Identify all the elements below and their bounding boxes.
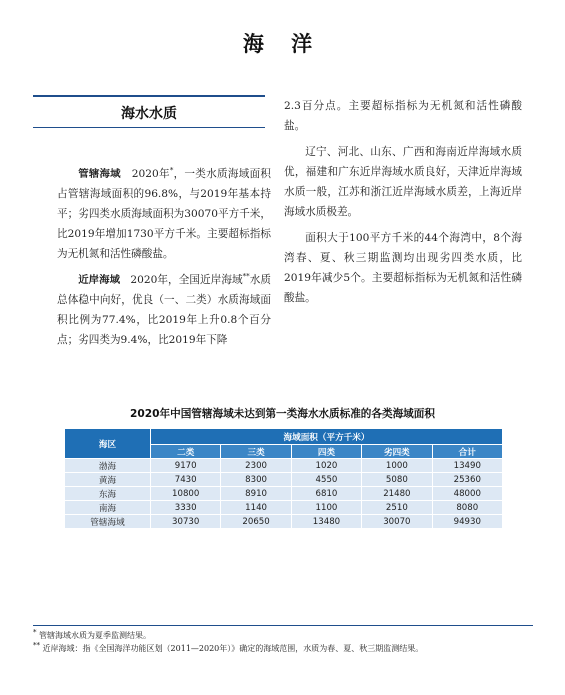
section-heading: 海水水质: [121, 106, 177, 122]
value-cell: 6810: [291, 487, 361, 501]
value-cell: 1000: [362, 459, 432, 473]
value-cell: 1100: [291, 501, 361, 515]
value-cell: 8080: [432, 501, 502, 515]
value-cell: 3330: [151, 501, 221, 515]
value-cell: 48000: [432, 487, 502, 501]
paragraph-text: 2020年，全国近岸海域: [130, 274, 243, 286]
left-column: [57, 164, 271, 350]
table-row: [65, 501, 503, 515]
area-group-header: 海域面积（平方千米）: [151, 429, 503, 445]
table-row: [65, 459, 503, 473]
footnote-mark: *: [169, 166, 174, 175]
footnote-text: 管辖海域水质为夏季监测结果。: [39, 631, 152, 640]
value-cell: 8910: [221, 487, 291, 501]
value-cell: 13490: [432, 459, 502, 473]
column-header: 三类: [221, 445, 291, 459]
value-cell: 7430: [151, 473, 221, 487]
sea-area-table: [64, 428, 503, 529]
right-column: [284, 96, 522, 308]
paragraph-lead: 管辖海域: [78, 168, 121, 180]
value-cell: 13480: [291, 515, 361, 529]
paragraph-nearshore: [57, 270, 271, 350]
value-cell: 4550: [291, 473, 361, 487]
paragraph-continued: 2.3百分点。主要超标指标为无机氮和活性磷酸盐。: [284, 100, 522, 132]
table-row: [65, 487, 503, 501]
section-rule-bottom: [33, 127, 265, 128]
region-cell: 管辖海域: [65, 515, 151, 529]
column-header: 合计: [432, 445, 502, 459]
footnote-mark: **: [33, 641, 40, 650]
value-cell: 9170: [151, 459, 221, 473]
value-cell: 5080: [362, 473, 432, 487]
section-rule-top: [33, 95, 265, 97]
region-cell: 南海: [65, 501, 151, 515]
value-cell: 1140: [221, 501, 291, 515]
table-row: [65, 473, 503, 487]
paragraph-text: ，一类水质海域面积占管辖海域面积的96.8%，与2019年基本持平；劣四类水质海域面积为30070平方千米，比2019年增加1730平方千米。主要超标指标为无机氮和活性磷酸盐。: [57, 168, 272, 260]
footnote-mark: *: [33, 628, 37, 637]
value-cell: 1020: [291, 459, 361, 473]
column-header: 二类: [151, 445, 221, 459]
region-cell: 东海: [65, 487, 151, 501]
table-row: [65, 515, 503, 529]
value-cell: 30070: [362, 515, 432, 529]
region-header: 海区: [65, 429, 151, 459]
value-cell: 8300: [221, 473, 291, 487]
table-title: 2020年中国管辖海域未达到第一类海水水质标准的各类海域面积: [130, 408, 435, 420]
value-cell: 2300: [221, 459, 291, 473]
value-cell: 94930: [432, 515, 502, 529]
column-header: 劣四类: [362, 445, 432, 459]
region-cell: 黄海: [65, 473, 151, 487]
page-title: 海 洋: [242, 32, 323, 56]
paragraph-lead: 近岸海域: [78, 274, 121, 286]
paragraph-bays: 面积大于100平方千米的44个海湾中，8个海湾春、夏、秋三期监测均出现劣四类水质，比2019年减少5个。主要超标指标为无机氮和活性磷酸盐。: [284, 232, 522, 304]
table-header-row: [65, 429, 503, 445]
value-cell: 2510: [362, 501, 432, 515]
paragraph-jurisdiction: [57, 164, 271, 264]
value-cell: 25360: [432, 473, 502, 487]
column-header: 四类: [291, 445, 361, 459]
value-cell: 21480: [362, 487, 432, 501]
paragraph-provinces: 辽宁、河北、山东、广西和海南近岸海域水质优，福建和广东近岸海域水质良好，天津近岸海域水质一般，江苏和浙江近岸海域水质差，上海近岸海域水质极差。: [284, 146, 522, 218]
value-cell: 20650: [221, 515, 291, 529]
footnote-mark: **: [242, 272, 250, 281]
footnote-text: 近岸海域：指《全国海洋功能区划（2011—2020年）》确定的海域范围，水质为春、夏、秋三期监测结果。: [42, 644, 424, 653]
value-cell: 30730: [151, 515, 221, 529]
region-cell: 渤海: [65, 459, 151, 473]
paragraph-text: 水质总体稳中向好，优良（一、二类）水质海域面积比例为77.4%，比2019年上升0.8个百分点；劣四类为9.4%，比2019年下降: [57, 274, 271, 346]
paragraph-year: 2020年: [131, 168, 170, 180]
footnote-2: [33, 643, 553, 654]
footnote-1: [33, 630, 553, 641]
footnote-rule: [33, 625, 533, 626]
value-cell: 10800: [151, 487, 221, 501]
